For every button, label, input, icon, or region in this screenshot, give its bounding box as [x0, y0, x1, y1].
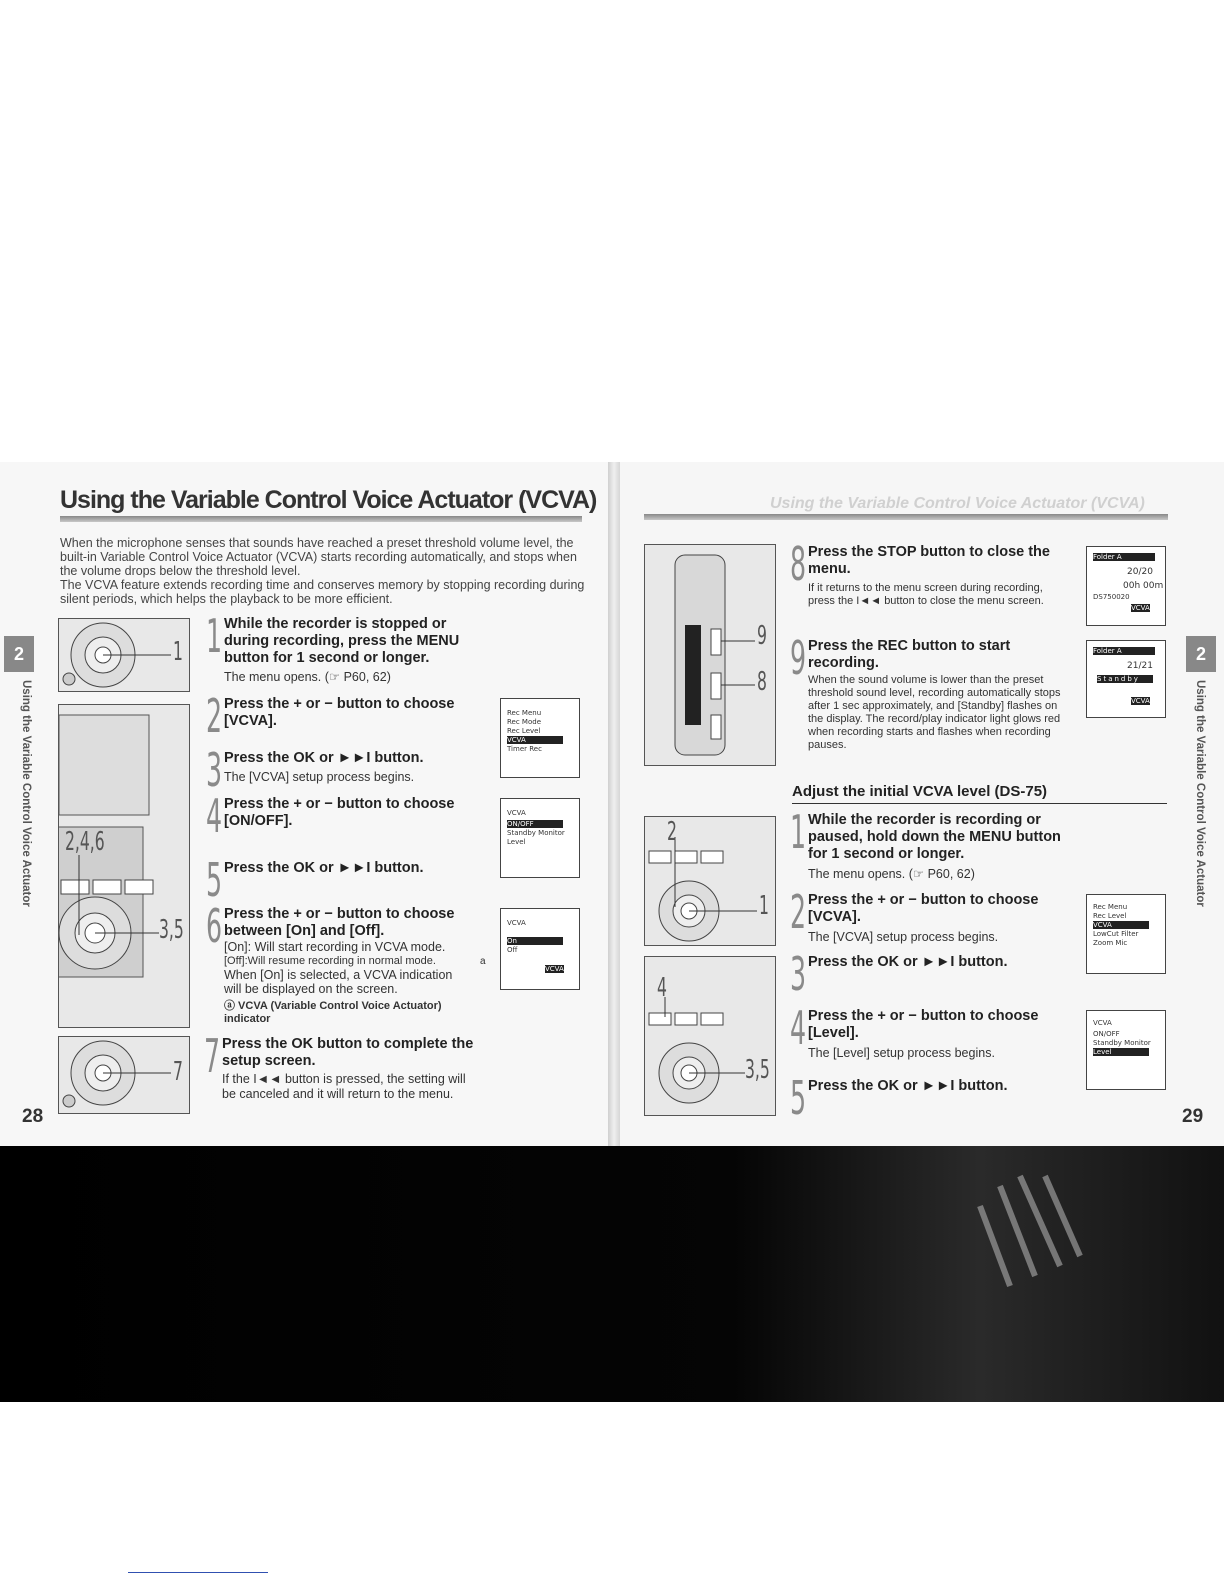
callout-7: 7 [173, 1057, 183, 1087]
step-2 [206, 689, 486, 743]
step-heading: Press the REC button to start recording. [808, 638, 1011, 671]
step-heading: Press the + or − button to choose [Level]. [808, 1008, 1039, 1041]
callout-4-right: 4 [657, 973, 667, 1003]
watch-band-icon [0, 1146, 1224, 1402]
lcd-item: LowCut Filter [1093, 930, 1139, 938]
step-number: 7 [204, 1029, 221, 1083]
lcd-item-selected: VCVA [507, 736, 563, 744]
section-subheading: Adjust the initial VCVA level (DS-75) [792, 783, 1048, 800]
step-number: 8 [790, 537, 807, 591]
lcd-item-selected: On [507, 937, 563, 945]
lcd-item-selected: VCVA [1093, 921, 1149, 929]
device-side-illustration [644, 544, 776, 766]
device-illustration-top [58, 618, 190, 692]
step-number: 9 [790, 631, 807, 685]
step-number: 2 [790, 885, 807, 939]
callout-1-right: 1 [759, 891, 769, 921]
recorder-icon [59, 705, 189, 1027]
step-heading: Press the + or − button to choose [ON/OFF]. [224, 796, 455, 829]
adjust-step-1 [790, 805, 1066, 884]
intro-paragraph-1: When the microphone senses that sounds have reached a preset threshold volume level, the built-in Variable Control Voice Actuator (VCVA) starts recording automatically, and stops when the volume drops below the threshold level. [60, 536, 577, 578]
lcd-rec-menu [500, 698, 580, 778]
step-number: 1 [206, 609, 223, 663]
lcd-item: Off [507, 946, 518, 954]
intro-paragraph-2: The VCVA feature extends recording time and conserves memory by stopping recording during silent periods, which helps the playback to be more efficient. [60, 578, 585, 606]
step-body: The [Level] setup process begins. [808, 1046, 995, 1060]
step-number: 3 [206, 743, 223, 797]
lcd-folder-stop [1086, 546, 1166, 626]
lcd-time: 00h 00m [1123, 581, 1164, 591]
step-heading: Press the OK or ►►I button. [224, 860, 424, 876]
dark-background [0, 1146, 1224, 1402]
lcd-item: Rec Level [507, 727, 541, 735]
step-number: 3 [790, 947, 807, 1001]
callout-8: 8 [757, 667, 767, 697]
page-number: 28 [22, 1106, 44, 1127]
page-number-right: 29 [1182, 1106, 1204, 1127]
lcd-vcva-onoff [500, 908, 580, 990]
step-number: 2 [206, 689, 223, 743]
vcva-note: When [On] is selected, a VCVA indication will be displayed on the screen. [224, 967, 453, 996]
callout-1: 1 [173, 637, 183, 667]
lcd-track: 21/21 [1127, 661, 1153, 671]
lcd-item: Rec Mode [507, 718, 542, 726]
step-number: 5 [790, 1071, 807, 1125]
lcd-file: DS750020 [1093, 593, 1130, 601]
lcd-item: Standby Monitor [507, 829, 565, 837]
step-heading: Press the OK or ►►I button. [224, 750, 424, 766]
lcd-title: VCVA [1093, 1019, 1112, 1027]
lcd-item: ON/OFF [1093, 1030, 1120, 1038]
lcd-title: VCVA [507, 919, 526, 927]
step-heading: While the recorder is recording or paused, hold down the MENU button for 1 second or longer. [808, 812, 1061, 862]
step-5 [206, 853, 486, 907]
device-illustration-main [58, 704, 190, 1028]
step-1 [206, 609, 486, 686]
lcd-title: Rec Menu [1093, 903, 1128, 911]
dial-icon [59, 619, 189, 691]
step-body: If it returns to the menu screen during recording, press the I◄◄ button to close the menu screen. [808, 582, 1044, 607]
step-9 [790, 631, 1066, 762]
callout-a: a [480, 956, 486, 967]
device-illustration-bottom [58, 1036, 190, 1114]
side-running-text-right: Using the Variable Control Voice Actuator [1194, 680, 1206, 907]
running-title: Using the Variable Control Voice Actuator (VCVA) [770, 495, 1145, 512]
step-heading: Press the + or − button to choose [VCVA]. [224, 696, 455, 729]
adjust-step-5 [790, 1071, 1066, 1125]
footer-line [128, 1572, 268, 1573]
lcd-folder: Folder A [1093, 647, 1155, 655]
step-number: 1 [790, 805, 807, 859]
title-rule-right [644, 514, 1168, 520]
page-gutter [608, 462, 620, 1146]
lcd-item: Zoom Mic [1093, 939, 1128, 947]
subheading-rule [792, 803, 1167, 804]
callout-2-right: 2 [667, 817, 677, 847]
lcd-rec-menu-right [1086, 894, 1166, 974]
device-illustration-menu [644, 816, 776, 946]
lcd-item: Timer Rec [507, 745, 542, 753]
lcd-item: Level [507, 838, 526, 846]
lcd-item-selected: Level [1093, 1048, 1149, 1056]
adjust-step-4 [790, 1001, 1066, 1060]
step-body: When the sound volume is lower than the preset threshold sound level, recording automatically stops after 1 sec approximately, and [Standby] flashes on the display. The record/play indicator light glows red when recording starts and flashes when recording pauses. [808, 674, 1061, 751]
vcva-indicator-badge: VCVA [1131, 604, 1150, 612]
page-title: Using the Variable Control Voice Actuator (VCVA) [60, 486, 597, 514]
step-number: 4 [206, 789, 223, 843]
on-description: [On]: Will start recording in VCVA mode. [224, 940, 446, 954]
vcva-indicator-badge: VCVA [545, 965, 564, 973]
step-8 [790, 537, 1066, 624]
lcd-item: Rec Level [1093, 912, 1127, 920]
step-4 [206, 789, 486, 843]
step-body: The [VCVA] setup process begins. [808, 930, 999, 944]
lcd-vcva-level [1086, 1010, 1166, 1090]
step-heading: Press the OK button to complete the setup screen. [222, 1036, 474, 1069]
step-body: If the I◄◄ button is pressed, the setting will be canceled and it will return to the menu. [222, 1072, 466, 1101]
step-6 [206, 899, 486, 1032]
callout-3-5-right: 3,5 [745, 1055, 770, 1085]
adjust-step-2 [790, 885, 1066, 944]
recorder-side-icon [645, 545, 775, 765]
vcva-indicator-badge: VCVA [1131, 697, 1150, 705]
step-body [224, 940, 468, 1026]
lcd-item: Standby Monitor [1093, 1039, 1151, 1047]
step-heading: Press the STOP button to close the menu. [808, 544, 1050, 577]
step-7 [204, 1029, 484, 1106]
callout-3-5: 3,5 [159, 915, 184, 945]
indicator-note: ⓐ VCVA (Variable Control Voice Actuator) indicator [224, 999, 442, 1025]
step-body: The [VCVA] setup process begins. [224, 770, 415, 784]
lcd-title: Rec Menu [507, 709, 542, 717]
chapter-tab: 2 [4, 636, 34, 672]
lcd-folder-standby [1086, 640, 1166, 718]
title-rule [60, 516, 582, 522]
callout-9: 9 [757, 621, 767, 651]
step-heading: Press the + or − button to choose [VCVA]. [808, 892, 1039, 925]
chapter-tab-right: 2 [1186, 636, 1216, 672]
step-body: The menu opens. (☞ P60, 62) [224, 670, 391, 684]
step-3 [206, 743, 486, 797]
callout-2-4-6: 2,4,6 [65, 827, 105, 857]
off-description: [Off]:Will resume recording in normal mode. [224, 954, 436, 967]
step-number: 6 [206, 899, 223, 953]
lcd-item-selected: ON/OFF [507, 820, 563, 828]
lcd-folder: Folder A [1093, 553, 1155, 561]
step-body: The menu opens. (☞ P60, 62) [808, 867, 975, 881]
dial-icon-right [645, 817, 775, 945]
step-heading: While the recorder is stopped or during recording, press the MENU button for 1 second or longer. [224, 616, 460, 666]
step-number: 5 [206, 853, 223, 907]
dial-icon-bottom [59, 1037, 189, 1113]
step-heading: Press the OK or ►►I button. [808, 954, 1008, 970]
step-number: 4 [790, 1001, 807, 1055]
adjust-step-3 [790, 947, 1066, 1001]
device-illustration-level [644, 956, 776, 1116]
step-heading: Press the + or − button to choose between [On] and [Off]. [224, 906, 455, 939]
step-heading: Press the OK or ►►I button. [808, 1078, 1008, 1094]
intro-text [60, 536, 588, 606]
lcd-vcva-menu [500, 798, 580, 878]
lcd-standby: Standby [1097, 675, 1153, 683]
side-running-text: Using the Variable Control Voice Actuator [20, 680, 32, 907]
lcd-title: VCVA [507, 809, 526, 817]
lcd-track: 20/20 [1127, 567, 1153, 577]
